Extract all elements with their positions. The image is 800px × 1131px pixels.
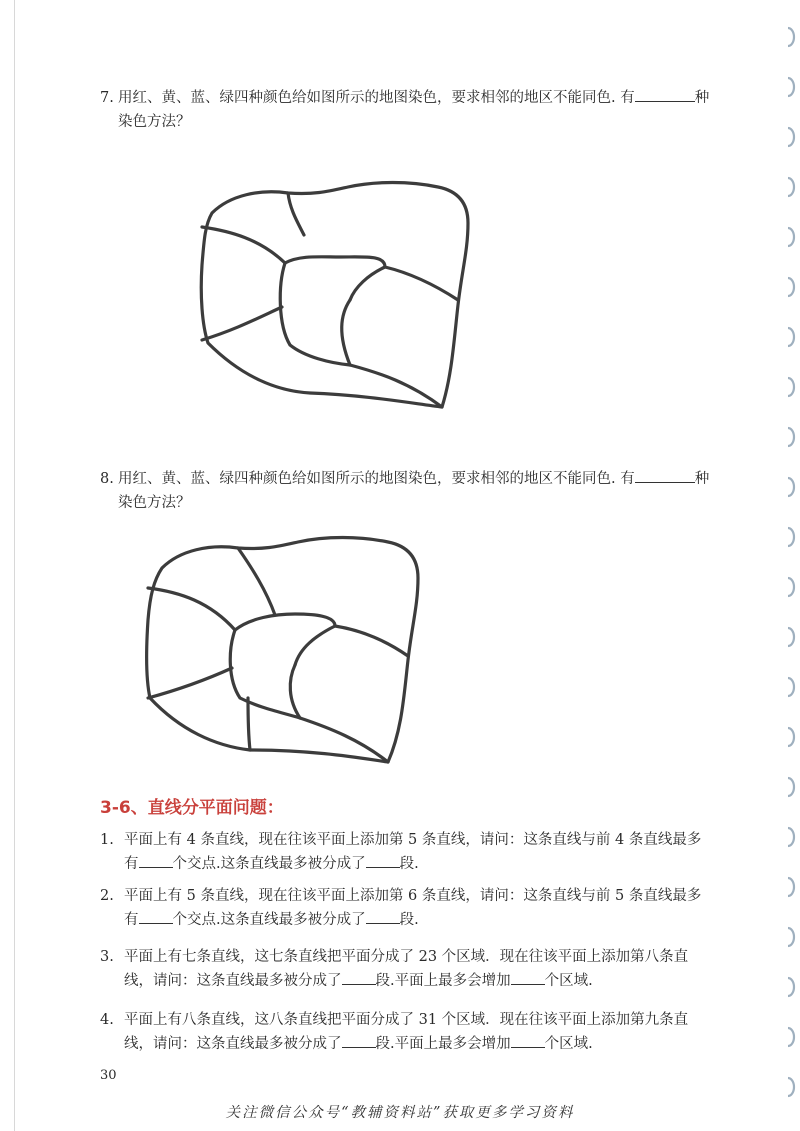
- answer-blank[interactable]: [511, 1033, 545, 1048]
- problem-number: 8.: [100, 471, 114, 487]
- problem-number: 4.: [100, 1012, 114, 1028]
- problem-text-end: 种: [694, 471, 710, 487]
- problem-text-part: 线，请问：这条直线最多被分成了: [124, 1036, 342, 1052]
- problem-text: 平面上有 5 条直线，现在往该平面上添加第 6 条直线，请问：这条直线与前 5 条直线最多: [124, 888, 702, 904]
- problem-number: 1.: [100, 832, 114, 848]
- answer-blank[interactable]: [366, 909, 400, 924]
- answer-blank[interactable]: [342, 1033, 376, 1048]
- map-border: [335, 626, 408, 656]
- problem-text-part: 段.平面上最多会增加: [375, 1036, 511, 1052]
- answer-blank[interactable]: [635, 87, 695, 102]
- problem-text: 平面上有七条直线，这七条直线把平面分成了 23 个区域．现在往该平面上添加第八条直: [124, 949, 689, 965]
- problem-text-part: 段.: [399, 856, 419, 872]
- problem-text-part: 个交点.这条直线最多被分成了: [172, 856, 366, 872]
- problem-text-part: 个交点.这条直线最多被分成了: [172, 912, 366, 928]
- map-border: [230, 630, 300, 718]
- problem-text-part: 段.平面上最多会增加: [375, 973, 511, 989]
- problem-text-part: 线，请问：这条直线最多被分成了: [124, 973, 342, 989]
- answer-blank[interactable]: [342, 970, 376, 985]
- answer-blank[interactable]: [511, 970, 545, 985]
- problem-number: 7.: [100, 90, 114, 106]
- map-border: [385, 267, 458, 300]
- map-border: [342, 300, 350, 365]
- map-outline: [147, 538, 418, 763]
- map-outline: [201, 183, 468, 408]
- page-edge: [14, 0, 15, 1131]
- map-border: [290, 665, 300, 718]
- problem-text-line2: 染色方法？: [118, 495, 191, 511]
- map-border: [285, 257, 385, 300]
- problem-8: [100, 467, 730, 515]
- map-border: [202, 227, 285, 263]
- map-border: [288, 193, 304, 235]
- problem-7: [100, 86, 730, 134]
- problem-text: 用红、黄、蓝、绿四种颜色给如图所示的地图染色，要求相邻的地区不能同色. 有: [118, 471, 635, 487]
- problem-number: 3.: [100, 949, 114, 965]
- problem-text-part: 个区域.: [544, 973, 593, 989]
- problem-text: 平面上有八条直线，这八条直线把平面分成了 31 个区域．现在往该平面上添加第九条直: [124, 1012, 689, 1028]
- problem-text-part: 个区域.: [544, 1036, 593, 1052]
- section-title: 3-6、直线分平面问题：: [100, 798, 284, 818]
- line-problem-4: [100, 1008, 730, 1056]
- map-figure-7: [190, 175, 480, 415]
- problem-text-end: 种: [694, 90, 710, 106]
- map-border: [202, 307, 282, 340]
- problem-text: 平面上有 4 条直线，现在往该平面上添加第 5 条直线，请问：这条直线与前 4 条直线最多: [124, 832, 702, 848]
- map-border: [148, 588, 235, 630]
- line-problem-3: [100, 945, 730, 993]
- problem-number: 2.: [100, 888, 114, 904]
- answer-blank[interactable]: [635, 468, 695, 483]
- problem-text-part: 有: [124, 856, 139, 872]
- line-problem-1: [100, 828, 730, 876]
- map-border: [248, 698, 250, 750]
- spiral-binding: [774, 20, 800, 1110]
- map-border: [235, 614, 335, 665]
- line-problem-2: [100, 884, 730, 932]
- problem-text: 用红、黄、蓝、绿四种颜色给如图所示的地图染色，要求相邻的地区不能同色. 有: [118, 90, 635, 106]
- problem-text-line2: 染色方法？: [118, 114, 191, 130]
- answer-blank[interactable]: [139, 909, 173, 924]
- problem-text-part: 有: [124, 912, 139, 928]
- answer-blank[interactable]: [366, 853, 400, 868]
- answer-blank[interactable]: [139, 853, 173, 868]
- map-figure-8: [140, 530, 430, 770]
- map-border: [238, 548, 275, 615]
- footer-note: 关注微信公众号“教辅资料站”获取更多学习资料: [225, 1105, 575, 1121]
- map-border: [280, 263, 350, 365]
- problem-text-part: 段.: [399, 912, 419, 928]
- map-border: [148, 668, 232, 698]
- page-number: 30: [100, 1068, 117, 1083]
